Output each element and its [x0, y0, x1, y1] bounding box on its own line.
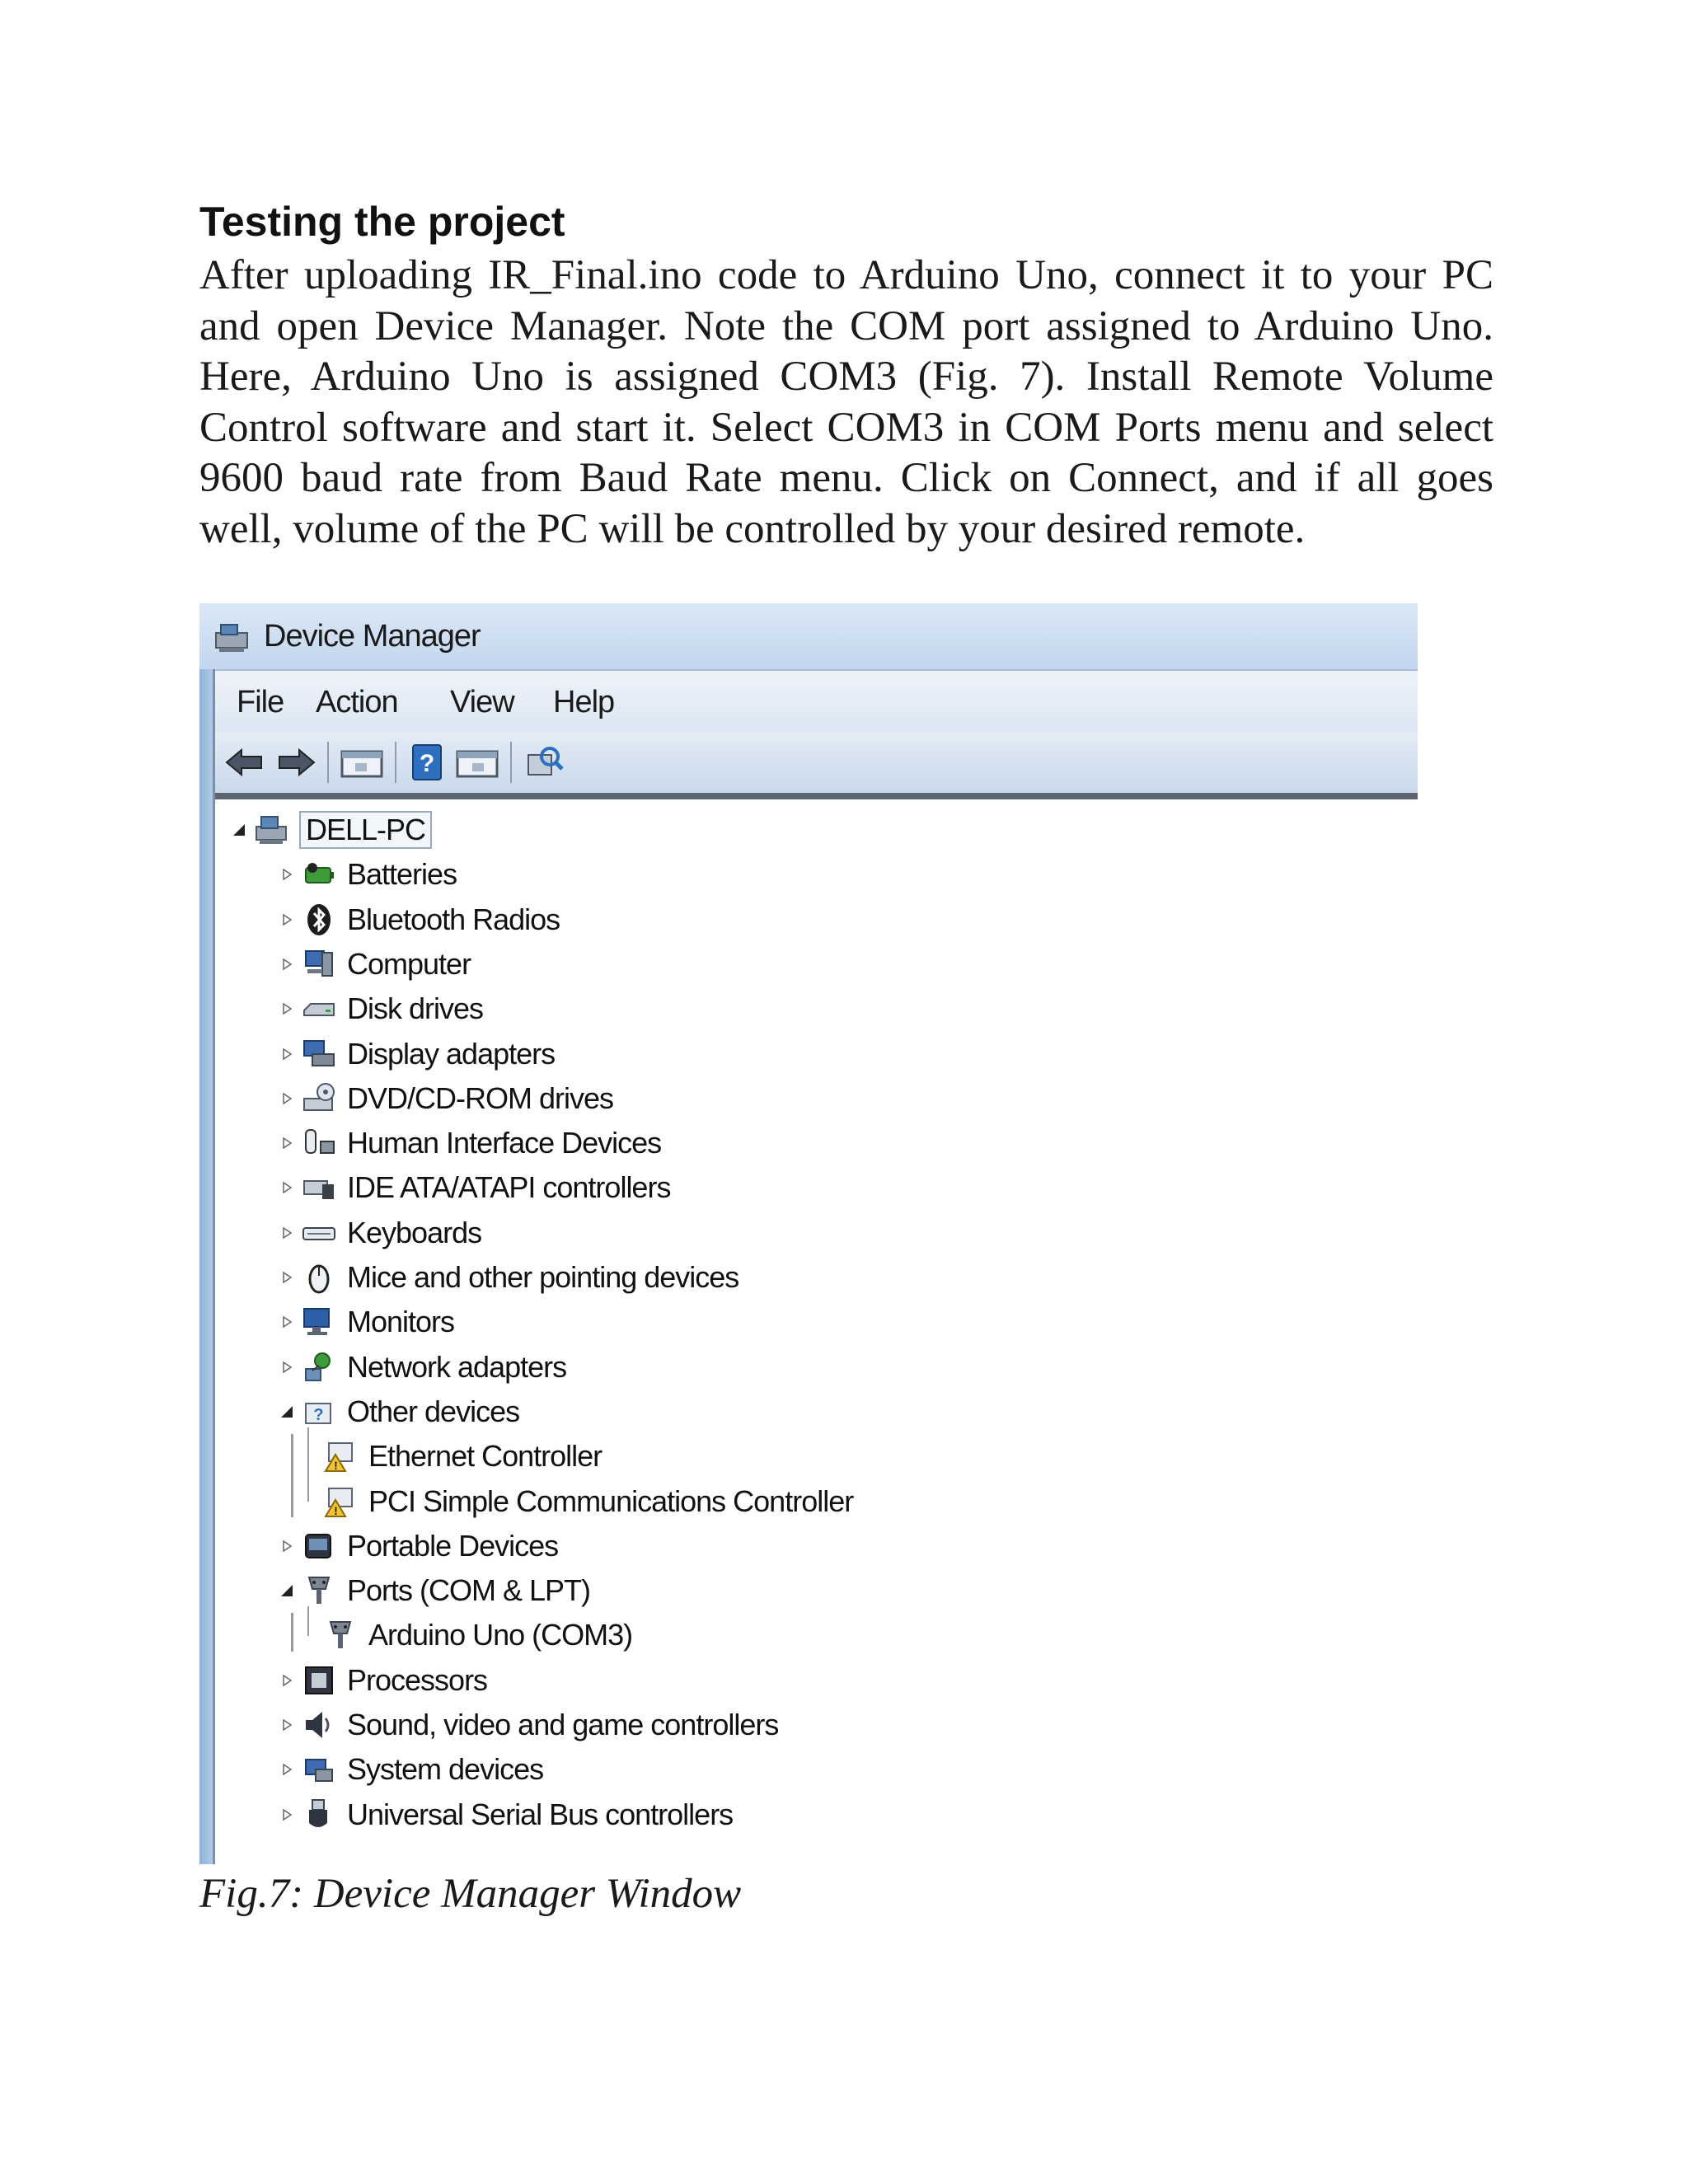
expand-arrow-icon[interactable]	[276, 1043, 298, 1065]
expand-arrow-icon[interactable]	[276, 1267, 298, 1288]
tree-item[interactable]	[276, 1658, 487, 1703]
collapse-arrow-icon[interactable]	[276, 1580, 298, 1601]
expand-arrow-icon[interactable]	[276, 1804, 298, 1825]
tree-item[interactable]	[276, 1165, 670, 1210]
tree-indent-guide	[291, 1434, 293, 1517]
tree-item-label: Sound, video and game controllers	[347, 1708, 779, 1741]
tree-item-label: Human Interface Devices	[347, 1126, 662, 1160]
tree-item-label: Ethernet Controller	[368, 1439, 603, 1474]
display-adapter-icon	[301, 1036, 337, 1072]
expand-arrow-icon[interactable]	[276, 1088, 298, 1109]
expand-arrow-icon[interactable]	[276, 1132, 298, 1154]
device-tree	[215, 799, 1418, 1864]
svg-text:!: !	[334, 1459, 337, 1473]
svg-text:!: !	[334, 1503, 337, 1517]
tree-connector-line	[307, 1427, 309, 1502]
computer-icon	[301, 946, 337, 982]
battery-icon	[301, 856, 337, 893]
tree-item-label: Processors	[347, 1662, 488, 1697]
update-driver-icon[interactable]	[454, 743, 500, 781]
window-body	[213, 669, 1418, 1864]
body-paragraph: After uploading IR_Final.ino code to Arduino Uno, connect it to your PC and open Device Manager. Note the COM port assigned to Arduino Uno. Here, Arduino Uno is assigned COM3 (Fig. 7). Install Remote Volume Control software and start it. Select COM3 in COM Ports menu and select 9600 baud rate from Baud Rate menu. Click on Connect, and if all goes well, volume of the PC will be controlled by your desired remote.	[199, 252, 1493, 552]
network-adapter-icon	[301, 1349, 337, 1385]
tree-item-label: Keyboards	[347, 1215, 482, 1249]
tree-item-label: Portable Devices	[347, 1528, 559, 1563]
tree-item[interactable]	[276, 942, 471, 987]
expand-arrow-icon[interactable]	[276, 954, 298, 975]
scan-hardware-icon[interactable]	[522, 743, 565, 781]
disk-drive-icon	[301, 991, 337, 1027]
expand-arrow-icon[interactable]	[276, 909, 298, 930]
tree-item-label: Monitors	[347, 1305, 455, 1339]
expand-arrow-icon[interactable]	[276, 1759, 298, 1780]
tree-item-label: Ports (COM & LPT)	[347, 1573, 591, 1608]
tree-item[interactable]	[276, 1255, 738, 1300]
tree-item-label: Batteries	[347, 857, 457, 892]
tree-child-item[interactable]	[322, 1479, 853, 1524]
tree-item-label: DVD/CD-ROM drives	[347, 1080, 614, 1115]
tree-item[interactable]	[276, 1390, 519, 1434]
tree-item[interactable]	[276, 1747, 543, 1792]
monitor-icon	[301, 1304, 337, 1340]
expand-arrow-icon[interactable]	[276, 1535, 298, 1557]
tree-item[interactable]	[276, 1211, 481, 1255]
tree-item-label: PCI Simple Communications Controller	[368, 1483, 854, 1518]
expand-arrow-icon[interactable]	[276, 864, 298, 885]
menu-file[interactable]: File	[237, 685, 284, 719]
warning-device-icon	[322, 1483, 359, 1520]
tree-item-label: Computer	[347, 946, 471, 981]
expand-arrow-icon[interactable]	[276, 1311, 298, 1333]
tree-item[interactable]	[276, 1076, 613, 1121]
tree-item[interactable]	[276, 1032, 555, 1076]
processor-icon	[301, 1662, 337, 1699]
system-device-icon	[301, 1751, 337, 1788]
expand-arrow-icon[interactable]	[276, 1177, 298, 1198]
figure-caption: Fig.7: Device Manager Window	[199, 1871, 742, 1917]
collapse-arrow-icon[interactable]	[228, 819, 250, 841]
tree-item[interactable]	[276, 1568, 590, 1613]
tree-child-item[interactable]	[322, 1434, 602, 1479]
speaker-icon	[301, 1707, 337, 1743]
tree-item[interactable]	[276, 898, 560, 942]
help-icon[interactable]	[408, 743, 446, 781]
tree-item[interactable]	[276, 1703, 778, 1747]
tree-item[interactable]	[276, 1524, 558, 1568]
tree-item[interactable]	[276, 987, 483, 1031]
menu-action[interactable]: Action	[316, 685, 398, 719]
toolbar-separator	[510, 742, 512, 783]
ide-controller-icon	[301, 1169, 337, 1206]
tree-item[interactable]	[276, 1121, 661, 1165]
device-manager-icon	[213, 618, 251, 656]
device-manager-screenshot	[199, 603, 1418, 1864]
menu-bar	[215, 669, 1418, 733]
keyboard-icon	[301, 1215, 337, 1251]
expand-arrow-icon[interactable]	[276, 1357, 298, 1378]
tree-indent-guide	[291, 1613, 293, 1651]
expand-arrow-icon[interactable]	[276, 1714, 298, 1736]
tree-root-label: DELL-PC	[299, 811, 432, 849]
tree-child-item[interactable]	[322, 1613, 632, 1657]
back-arrow-icon[interactable]	[223, 743, 266, 781]
svg-text:?: ?	[419, 750, 435, 777]
expand-arrow-icon[interactable]	[276, 1670, 298, 1691]
tree-item-label: Bluetooth Radios	[347, 902, 560, 936]
tree-item-label: IDE ATA/ATAPI controllers	[347, 1170, 671, 1205]
expand-arrow-icon[interactable]	[276, 998, 298, 1019]
port-icon	[322, 1617, 359, 1653]
properties-icon[interactable]	[339, 743, 385, 781]
tree-item-label: Mice and other pointing devices	[347, 1260, 739, 1294]
section-heading: Testing the project	[199, 199, 565, 245]
tree-item[interactable]	[276, 852, 457, 897]
portable-device-icon	[301, 1528, 337, 1564]
computer-icon	[253, 812, 289, 848]
expand-arrow-icon[interactable]	[276, 1222, 298, 1244]
svg-text:?: ?	[313, 1405, 323, 1424]
unknown-device-icon	[301, 1394, 337, 1430]
menu-view[interactable]: View	[450, 685, 514, 719]
tree-item-label: Display adapters	[347, 1036, 556, 1071]
menu-help[interactable]: Help	[553, 685, 615, 719]
port-icon	[301, 1572, 337, 1609]
tree-item-label: Network adapters	[347, 1349, 567, 1384]
window-titlebar[interactable]	[199, 603, 1418, 669]
dvd-drive-icon	[301, 1080, 337, 1117]
tree-item-label: System devices	[347, 1752, 544, 1787]
window-title: Device Manager	[264, 619, 481, 654]
warning-device-icon	[322, 1438, 359, 1474]
hid-icon	[301, 1125, 337, 1161]
toolbar-separator	[395, 742, 396, 783]
tree-item[interactable]	[276, 1345, 566, 1390]
tree-item-label: Arduino Uno (COM3)	[368, 1618, 633, 1652]
tree-item[interactable]	[276, 1793, 733, 1837]
tree-item-label: Universal Serial Bus controllers	[347, 1797, 734, 1831]
bluetooth-icon	[301, 902, 337, 938]
mouse-icon	[301, 1259, 337, 1296]
toolbar	[215, 732, 1418, 799]
tree-connector-line	[307, 1606, 309, 1636]
tree-item[interactable]	[276, 1300, 454, 1344]
toolbar-separator	[327, 742, 329, 783]
forward-arrow-icon[interactable]	[274, 743, 317, 781]
tree-item-label: Other devices	[347, 1394, 520, 1428]
tree-item-label: Disk drives	[347, 991, 484, 1026]
collapse-arrow-icon[interactable]	[276, 1401, 298, 1422]
usb-icon	[301, 1797, 337, 1833]
tree-root[interactable]	[228, 808, 432, 852]
